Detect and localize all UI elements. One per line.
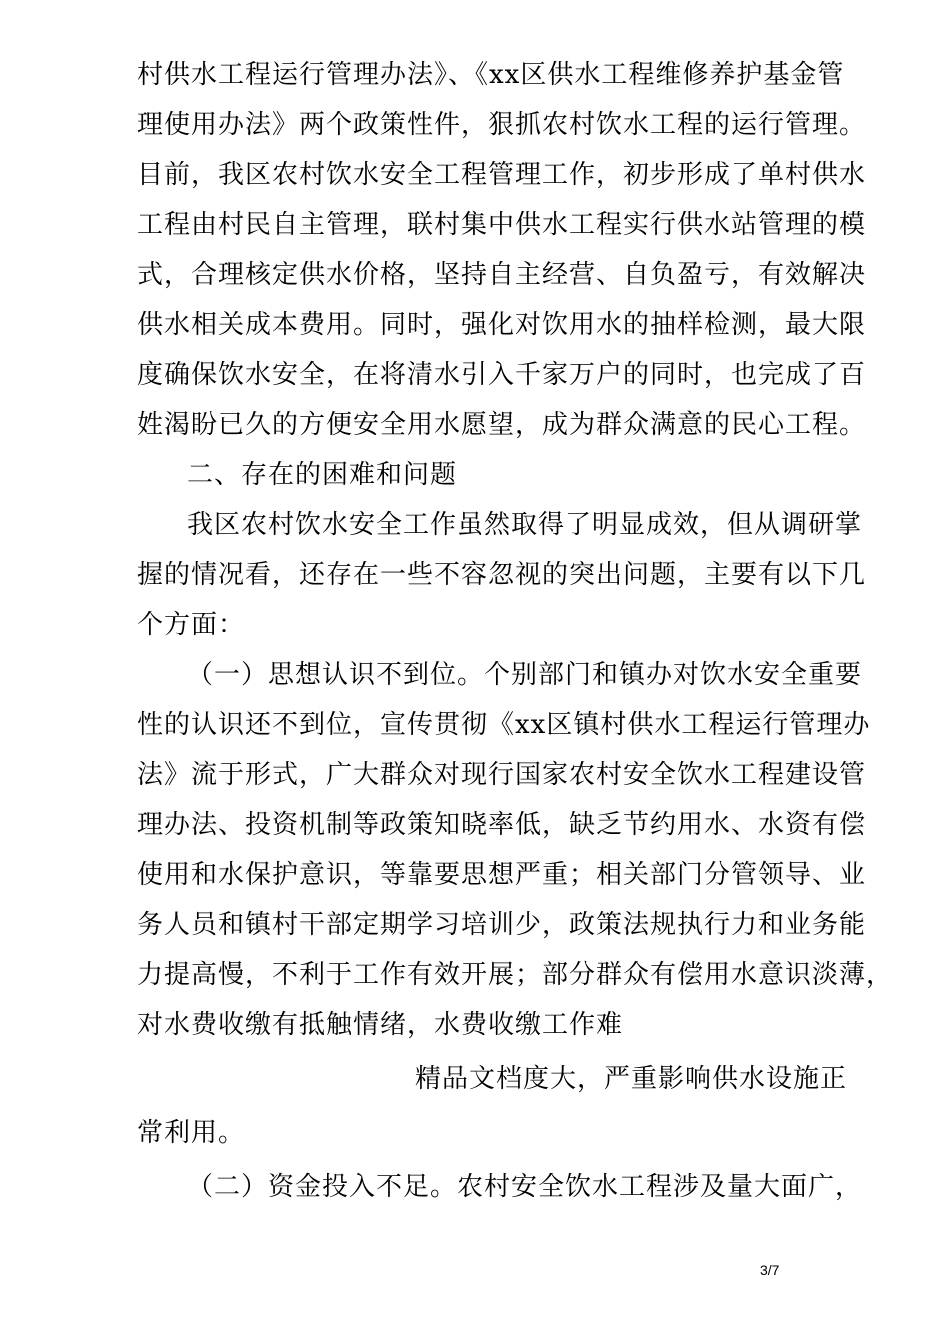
text-line-4: 工程由村民自主管理，联村集中供水工程实行供水站管理的模 <box>137 210 867 240</box>
text-line-5: 式，合理核定供水价格，坚持自主经营、自负盈亏，有效解决 <box>137 260 867 290</box>
text-line-17: 使用和水保护意识，等靠要思想严重；相关部门分管领导、业 <box>137 860 867 890</box>
text-line-16: 理办法、投资机制等政策知晓率低，缺乏节约用水、水资有偿 <box>137 810 867 840</box>
text-line-2: 理使用办法》两个政策性件，狠抓农村饮水工程的运行管理。 <box>137 110 867 140</box>
text-line-14: 性的认识还不到位，宣传贯彻《xx区镇村供水工程运行管理办 <box>137 710 871 740</box>
subsection-heading-1: （一）思想认识不到位。个别部门和镇办对饮水安全重要 <box>187 660 863 690</box>
text-line-19: 力提高慢，不利于工作有效开展；部分群众有偿用水意识淡薄， <box>137 960 894 990</box>
text-line-22: 常利用。 <box>137 1118 246 1148</box>
text-line-3: 目前，我区农村饮水安全工程管理工作，初步形成了单村供水 <box>137 160 867 190</box>
text-line-20: 对水费收缴有抵触情绪，水费收缴工作难 <box>137 1010 624 1040</box>
text-line-1: 村供水工程运行管理办法》、《xx区供水工程维修养护基金管 <box>137 60 845 90</box>
subsection-heading-2: （二）资金投入不足。农村安全饮水工程涉及量大面广， <box>187 1172 863 1202</box>
text-line-12: 个方面： <box>137 610 246 640</box>
text-line-21: 精品文档度大，严重影响供水设施正 <box>415 1064 848 1094</box>
text-line-8: 姓渴盼已久的方便安全用水愿望，成为群众满意的民心工程。 <box>137 410 867 440</box>
section-heading: 二、存在的困难和问题 <box>187 460 458 490</box>
text-line-18: 务人员和镇村干部定期学习培训少，政策法规执行力和业务能 <box>137 910 867 940</box>
text-line-7: 度确保饮水安全，在将清水引入千家万户的同时，也完成了百 <box>137 360 867 390</box>
text-line-6: 供水相关成本费用。同时，强化对饮用水的抽样检测，最大限 <box>137 310 867 340</box>
page-number: 3/7 <box>760 1262 780 1278</box>
text-line-15: 法》流于形式，广大群众对现行国家农村安全饮水工程建设管 <box>137 760 867 790</box>
text-line-10: 我区农村饮水安全工作虽然取得了明显成效，但从调研掌 <box>187 510 863 540</box>
text-line-11: 握的情况看，还存在一些不容忽视的突出问题，主要有以下几 <box>137 560 867 590</box>
